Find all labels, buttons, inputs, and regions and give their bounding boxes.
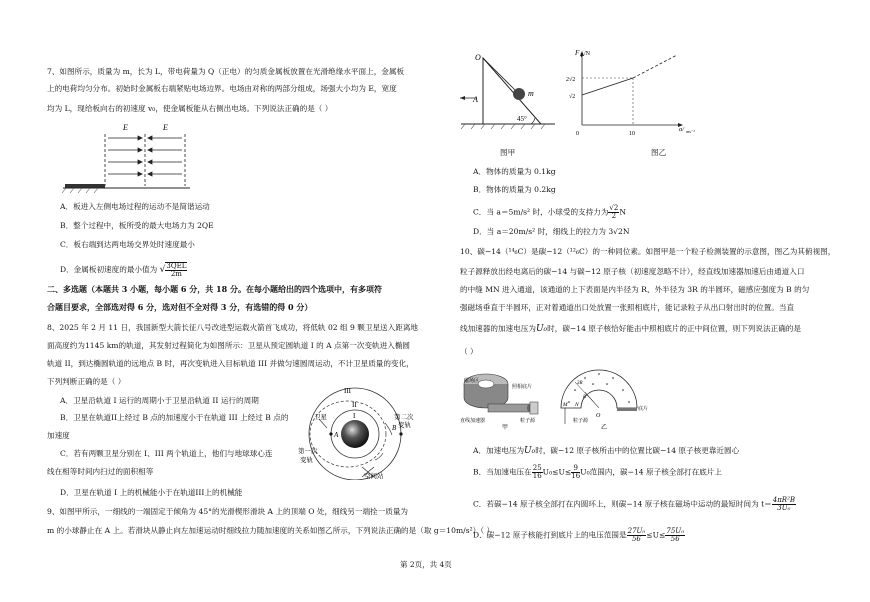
q10-stem-line6: （ ） <box>460 347 478 356</box>
q7-option-a: A．板进入左侧电场过程的运动不是简谐运动 <box>60 202 210 211</box>
q10-option-d-num2: 75U₀ <box>666 527 685 535</box>
q10-top-view-figure <box>555 362 650 430</box>
q10-option-a <box>473 446 739 457</box>
second-transfer-label-2: 变轨 <box>398 422 411 429</box>
q10-option-b-num2: 9 <box>571 465 580 473</box>
y-axis-subscript: T <box>580 54 583 59</box>
q10-stem-line3: 的中缝 MN 进入通道，该通道的上下表面是内半径为 R、外半径为 3R 的半圆环，磁感应强度为 B 的匀 <box>460 285 810 294</box>
space-station-label: 空间站 <box>364 473 384 480</box>
q9-option-c-denominator: 2 <box>611 212 617 220</box>
q10-stem-line2: 粒子源释放出经电离后的碳−14 与碳−12 原子核（初速度忽略不计），经直线加速器加速后由通道入口 <box>460 267 805 276</box>
q10-option-b <box>473 465 722 480</box>
q10-option-c-numerator: 4πR²B <box>772 496 796 504</box>
q10-stem-line5-post: 时，碳−14 原子核恰好能击中照相底片的正中间位置，则下列说法正确的是 <box>547 324 801 333</box>
q10-option-a-u0: U₀ <box>524 446 536 456</box>
radius-3r-label: 3R <box>577 381 583 386</box>
q10-stem-line5-pre: 线加速器的加速电压为 <box>460 324 536 333</box>
q9-option-b: B．物体的质量为 0.2kg <box>473 185 556 194</box>
q7-field-label-left: E <box>123 123 128 132</box>
y-axis-label: F <box>575 49 580 57</box>
page-footer: 第 2页，共 4页 <box>400 560 452 569</box>
q7-metal-plate <box>65 184 105 188</box>
q8-stem-line1: 8、2025 年 2 月 11 日，我国新型大箭长征八号改进型运载火箭首飞成功，将低轨 02 组 9 颗卫星送入距离地 <box>47 323 419 332</box>
y-axis-unit: /N <box>584 51 590 57</box>
q9-wedge-figure <box>455 50 560 135</box>
q9-stem-line2: m 的小球静止在 A 上。若滑块从静止向左加速运动时细线拉力随加速度的关系如图乙所示，下列说法正确的是（取 g＝10m/s²）（ ） <box>47 526 495 535</box>
point-label-b: B <box>392 424 397 432</box>
y-tick-sqrt2: √2 <box>569 94 576 100</box>
small-ball <box>513 88 525 100</box>
tension-line-solid <box>582 78 633 95</box>
q10-option-b-pre: B．当加速电压在 <box>473 467 532 477</box>
q7-stem-line2: 上的电荷均匀分布。初始时金属板右端紧贴电场边界。电场由对称的两部分组成，场强大小均为 E，宽度 <box>47 84 397 93</box>
q8-option-c-line2: 线在相等时间内扫过的面积相等 <box>47 467 154 476</box>
orbit-label-iii: III <box>344 387 351 395</box>
section2-heading-line2: 合题目要求，全部选对得 6 分，选对但不全对得 3 分，有选错的得 0 分） <box>47 302 313 312</box>
q7-field-label-right: E <box>163 123 168 132</box>
q8-option-b-line1: B．卫星在轨道II上经过 B 点的加速度小于在轨道 III 上经过 B 点的 <box>60 413 289 422</box>
film-label-b: 底片 <box>638 407 649 412</box>
point-label-a: A <box>334 431 339 439</box>
q9-option-d: D．当 a＝20m/s² 时，细线上的拉力为 3√2N <box>473 227 630 236</box>
particle-source-label-b: 粒子源 <box>573 419 589 424</box>
q8-stem-line3: 轨道 II，到达椭圆轨道的远地点 B 时，再次变轨进入目标轨道 III 并做匀速圆周运动，不计卫星质量的变化， <box>47 359 414 368</box>
q7-option-d: D．金属板初速度的最小值为 √ $\frac{\text{3QEL}}{2m}$ <box>60 262 187 278</box>
q10-option-d <box>473 528 685 543</box>
q9-option-c-text: C．当 a＝5m/s² 时，小球受的支持力为 <box>473 207 609 217</box>
section2-heading-line1: 二、多选题（本题共 3 小题，每小题 6 分，共 18 分。在每小题给出的四个选项中，有多项符 <box>47 284 382 294</box>
q9-option-c <box>473 205 626 220</box>
q10-voltage-u0: U₀ <box>535 324 548 334</box>
q10-option-b-mid: U₀≤U≤ <box>542 467 572 477</box>
radius-r-label: R <box>583 395 587 400</box>
q10-option-b-den1: 16 <box>532 472 542 480</box>
film-label: 照相底片 <box>512 385 533 390</box>
first-transfer-label-1: 第一次 <box>298 448 318 455</box>
tension-line-dashed <box>633 55 677 78</box>
x-tick-10: 10 <box>629 131 635 137</box>
second-transfer-label-1: 第二次 <box>394 414 414 421</box>
q10-option-b-den2: 16 <box>571 472 581 480</box>
q8-option-b-line2: 加速度 <box>47 431 70 440</box>
ball-m-label: m <box>528 89 534 98</box>
q10-option-d-mid: ≤U≤ <box>646 530 666 540</box>
q9-option-c-numerator: √2 <box>609 204 619 212</box>
q10-option-a-pre: A．加速电压为 <box>473 446 525 455</box>
q9-stem-line1: 9、如图甲所示，一细线的一端固定于倾角为 45°的光滑楔形滑块 A 上的顶端 O 处，细线另一端拴一质量为 <box>47 507 409 516</box>
q7-option-b: B．整个过程中，板所受的最大电场力为 2QE <box>60 221 214 230</box>
earth <box>341 420 369 448</box>
q10-option-d-den1: 56 <box>631 535 641 543</box>
q10-option-a-post: 时，碳−12 原子核所击中的位置比碳−14 原子核更靠近圆心 <box>535 446 740 455</box>
q9-figure-caption-b: 图乙 <box>651 148 667 157</box>
q7-stem-line1: 7、如图所示，质量为 m，长为 L，带电荷量为 Q（正电）的匀质金属板放置在光滑绝缘水平面上，金属板 <box>47 67 405 76</box>
particle-source-label-a: 粒子源 <box>520 419 536 424</box>
q10-option-d-num1: 27U₀ <box>627 527 646 535</box>
q10-stem-line1: 10、碳−14（¹⁴₆C）是碳−12（¹²₆C）的一种同位素。如图甲是一个粒子检测装置的示意图，图乙为其俯视图， <box>460 247 836 256</box>
q8-option-a: A．卫星沿轨道 I 运行的周期小于卫星沿轨道 II 运行的周期 <box>60 396 259 405</box>
slit-m-label: M <box>563 402 568 408</box>
wedge-a-label: A <box>473 95 478 104</box>
q7-option-d-denominator: 2m <box>170 270 182 278</box>
point-o-label: O <box>475 53 481 62</box>
linear-accelerator-label: 直线加速器 <box>460 419 486 424</box>
q10-figure-caption-b: 乙 <box>601 425 608 430</box>
q10-device-figure <box>458 362 553 430</box>
q10-option-b-num1: 25 <box>532 464 542 472</box>
q10-stem-line4: 强磁场垂直于半圆环，正对着通道出口处放置一张照相底片，能记录粒子从出口射出时的位置。当直 <box>460 303 795 312</box>
angle-label: 45° <box>517 115 527 123</box>
q7-option-c: C．板右端到达两电场交界处时速度最小 <box>60 240 195 249</box>
q8-stem-line4: 下列判断正确的是（ ） <box>47 377 126 386</box>
q8-stem-line2: 面高度约为1145 km的轨道，其发射过程简化为如图所示：卫星从预定圆轨道 I 的 A 点第一次变轨进入椭圆 <box>47 341 411 350</box>
q10-option-d-den2: 56 <box>670 535 680 543</box>
orbit-label-i: I <box>353 412 356 420</box>
q9-force-graph <box>565 45 700 140</box>
q9-figure-caption-a: 图甲 <box>500 148 516 157</box>
q9-option-c-unit: N <box>619 207 626 217</box>
slit-n-label: N <box>575 402 579 408</box>
x-tick-0: 0 <box>576 131 579 137</box>
q10-option-c-pre: C．若碳−14 原子核全部打在内圆环上，则碳−14 原子核在磁场中运动的最短时间为 t＝ <box>473 499 772 509</box>
center-o-label: O <box>596 413 601 419</box>
q10-figure-caption-a: 甲 <box>502 425 509 430</box>
y-tick-2sqrt2: 2√2 <box>566 77 576 83</box>
q7-option-d-numerator: 3QEL <box>166 262 187 270</box>
orbit-label-ii: II <box>352 401 357 409</box>
q10-option-d-pre: D．碳−12 原子核能打到底片上的电压范围是 <box>473 530 627 540</box>
x-axis-unit: ms⁻² <box>686 129 695 134</box>
q10-stem-line5 <box>460 324 801 335</box>
q7-electric-field-figure <box>60 120 195 195</box>
x-axis-label: a/ <box>679 126 685 133</box>
q7-stem-line3: 均为 L，现给板向右的初速度 v₀，使金属板能从右侧出电场。下列说法正确的是（ ） <box>47 104 333 113</box>
q8-option-d: D．卫星在轨道 I 上的机械能小于在轨道III上的机械能 <box>60 488 243 497</box>
q10-option-c-denominator: 3U₀ <box>777 504 791 512</box>
q10-option-c <box>473 497 796 512</box>
q8-orbit-figure <box>290 385 420 480</box>
q8-option-c-line1: C．若有两颗卫星分别在 I、III 两个轨道上，他们与地球球心连 <box>60 449 273 458</box>
q7-option-d-text: D．金属板初速度的最小值为 <box>60 265 158 274</box>
magnetic-region-label: 磁场区 <box>464 379 480 384</box>
satellite-label: 卫星 <box>314 414 327 421</box>
first-transfer-label-2: 变轨 <box>300 457 313 464</box>
q10-option-b-post: U₀范围内，碳−14 原子核全部打在底片上 <box>580 467 722 477</box>
q9-option-a: A．物体的质量为 0.1kg <box>473 167 556 176</box>
